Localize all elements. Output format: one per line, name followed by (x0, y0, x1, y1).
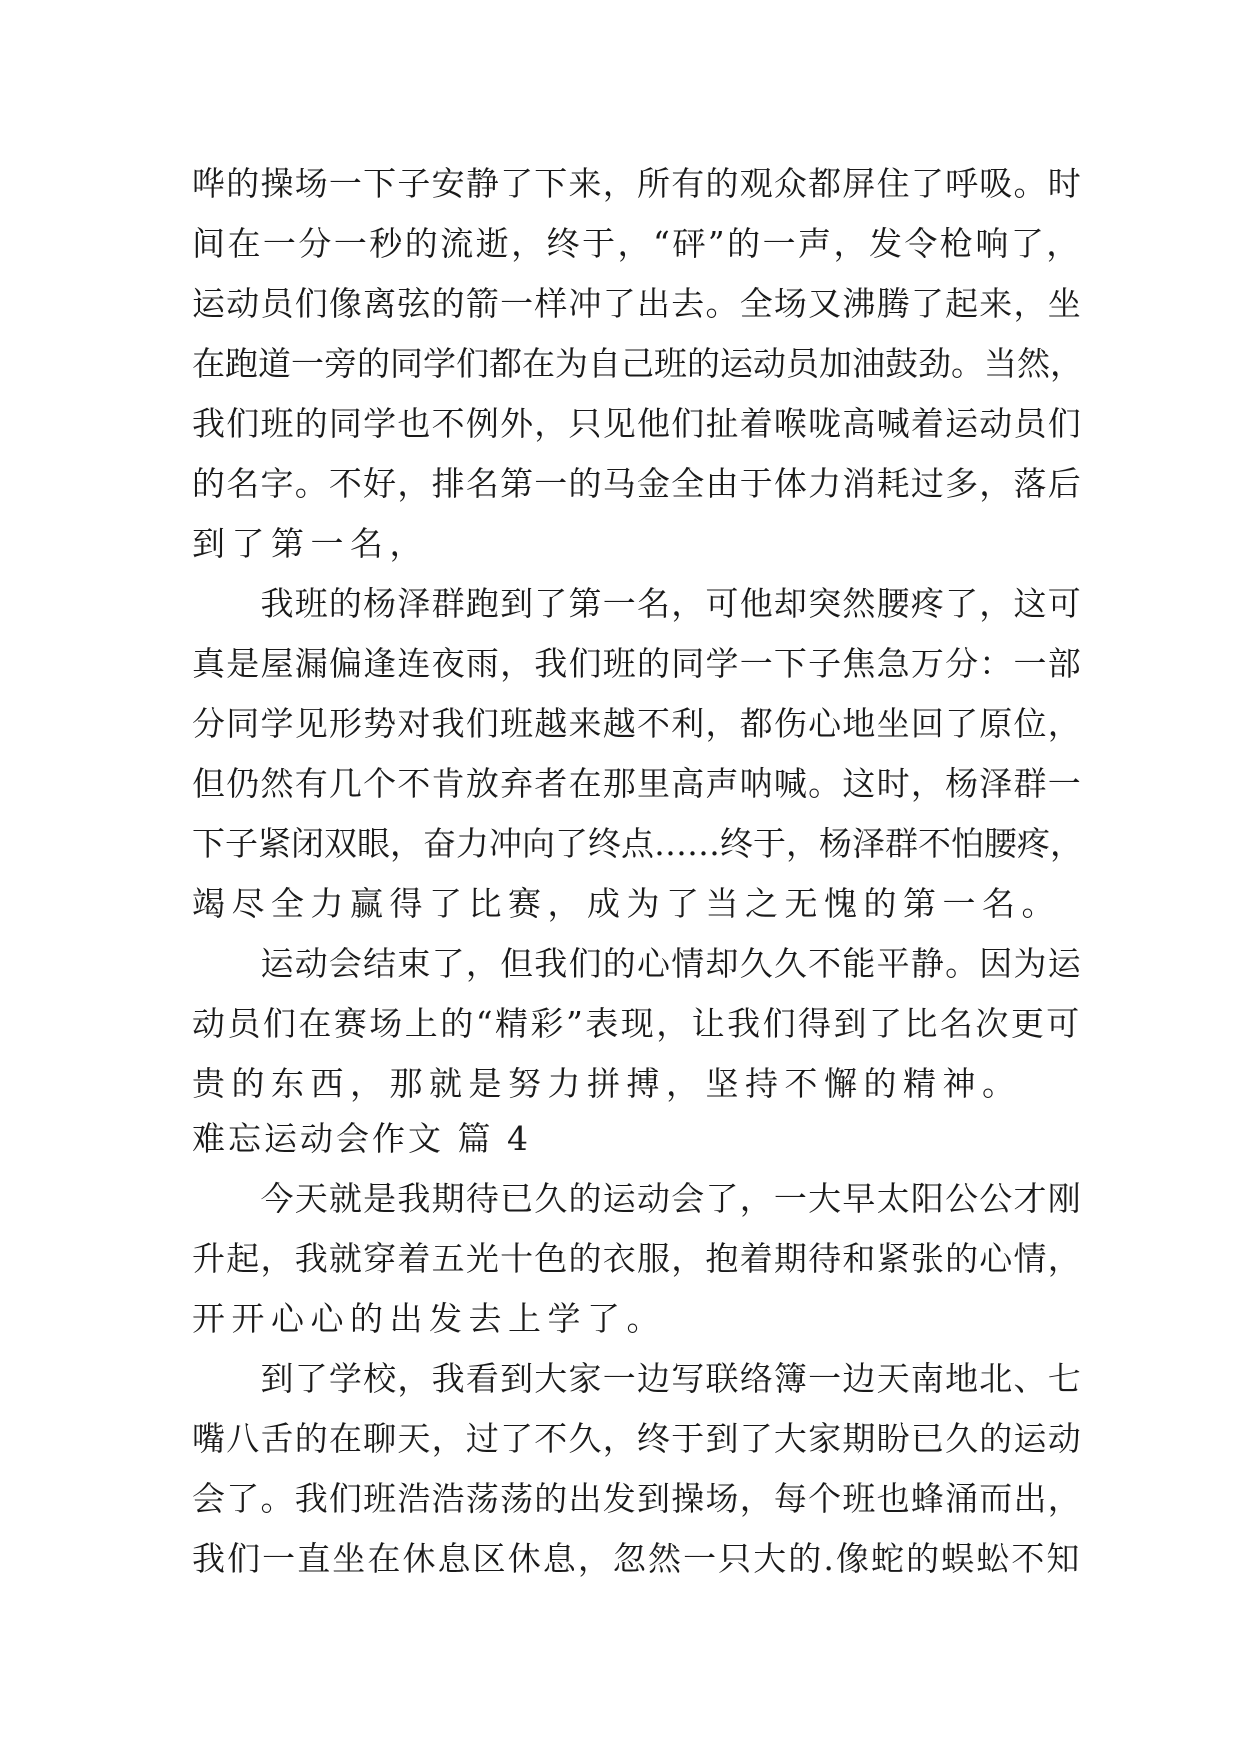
text-line: 运动会结束了，但我们的心情却久久不能平静。因为运 (192, 944, 1082, 983)
text-line: 我班的杨泽群跑到了第一名，可他却突然腰疼了，这可 (192, 584, 1082, 623)
text-line: 的名字。不好，排名第一的马金全由于体力消耗过多，落后 (192, 464, 1082, 503)
text-line: 动员们在赛场上的“精彩”表现，让我们得到了比名次更可 (192, 1004, 1082, 1043)
text-line: 我们一直坐在休息区休息，忽然一只大的.像蛇的蜈蚣不知 (192, 1539, 1082, 1578)
section-heading: 难忘运动会作文 篇 4 (192, 1119, 531, 1158)
text-line: 分同学见形势对我们班越来越不利，都伤心地坐回了原位， (192, 704, 1082, 743)
text-line: 在跑道一旁的同学们都在为自己班的运动员加油鼓劲。当然， (192, 344, 1083, 383)
text-line: 到了学校，我看到大家一边写联络簿一边天南地北、七 (192, 1359, 1082, 1398)
text-line: 今天就是我期待已久的运动会了，一大早太阳公公才刚 (192, 1179, 1082, 1218)
text-line: 下子紧闭双眼，奋力冲向了终点……终于，杨泽群不怕腰疼， (192, 824, 1083, 863)
text-line: 会了。我们班浩浩荡荡的出发到操场，每个班也蜂涌而出， (192, 1479, 1082, 1518)
text-line: 嘴八舌的在聊天，过了不久，终于到了大家期盼已久的运动 (192, 1419, 1082, 1458)
text-line: 真是屋漏偏逢连夜雨，我们班的同学一下子焦急万分：一部 (192, 644, 1082, 683)
text-line: 贵的东西，那就是努力拼搏，坚持不懈的精神。 (192, 1064, 1022, 1103)
text-line: 间在一分一秒的流逝，终于，“砰”的一声，发令枪响了， (192, 224, 1082, 263)
text-line: 开开心心的出发去上学了。 (192, 1299, 666, 1338)
text-line: 升起，我就穿着五光十色的衣服，抱着期待和紧张的心情， (192, 1239, 1082, 1278)
text-line: 我们班的同学也不例外，只见他们扯着喉咙高喊着运动员们 (192, 404, 1082, 443)
text-line: 运动员们像离弦的箭一样冲了出去。全场又沸腾了起来，坐 (192, 284, 1082, 323)
text-line: 到了第一名， (192, 524, 429, 563)
text-line: 但仍然有几个不肯放弃者在那里高声呐喊。这时，杨泽群一 (192, 764, 1082, 803)
text-line: 竭尽全力赢得了比赛，成为了当之无愧的第一名。 (192, 884, 1061, 923)
text-line: 哗的操场一下子安静了下来，所有的观众都屏住了呼吸。时 (192, 164, 1082, 203)
